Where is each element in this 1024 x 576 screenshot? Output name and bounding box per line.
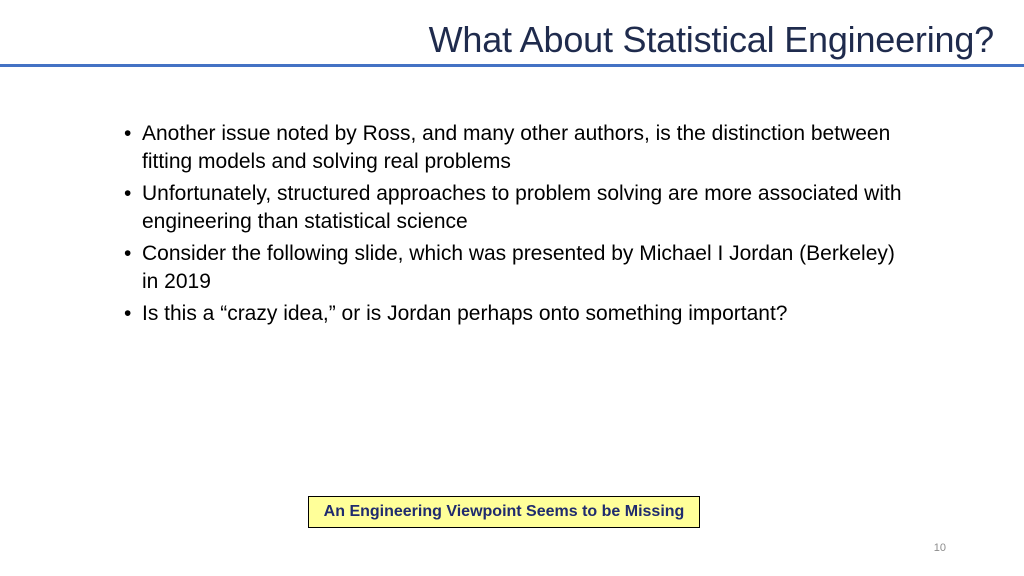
bullet-dot-icon: • <box>124 182 132 205</box>
bullet-item <box>124 300 904 328</box>
page-number: 10 <box>933 542 946 554</box>
bullet-dot-icon: • <box>124 242 132 265</box>
bullet-text: Is this a “crazy idea,” or is Jordan perhaps onto something important? <box>142 302 788 325</box>
bullet-item <box>124 120 904 176</box>
bullet-list <box>124 120 904 332</box>
bullet-text: Consider the following slide, which was presented by Michael I Jordan (Berkeley) in 2019 <box>142 242 895 293</box>
bullet-dot-icon: • <box>124 122 132 145</box>
bullet-item <box>124 240 904 296</box>
title-underline <box>0 64 1024 67</box>
slide-title: What About Statistical Engineering? <box>428 19 994 60</box>
bullet-text: Another issue noted by Ross, and many other authors, is the distinction between fitting models and solving real problems <box>142 122 891 173</box>
bullet-dot-icon: • <box>124 302 132 325</box>
bullet-item <box>124 180 904 236</box>
callout-box <box>308 496 700 528</box>
callout-text: An Engineering Viewpoint Seems to be Missing <box>323 503 685 520</box>
bullet-text: Unfortunately, structured approaches to problem solving are more associated with engineering than statistical science <box>142 182 902 233</box>
